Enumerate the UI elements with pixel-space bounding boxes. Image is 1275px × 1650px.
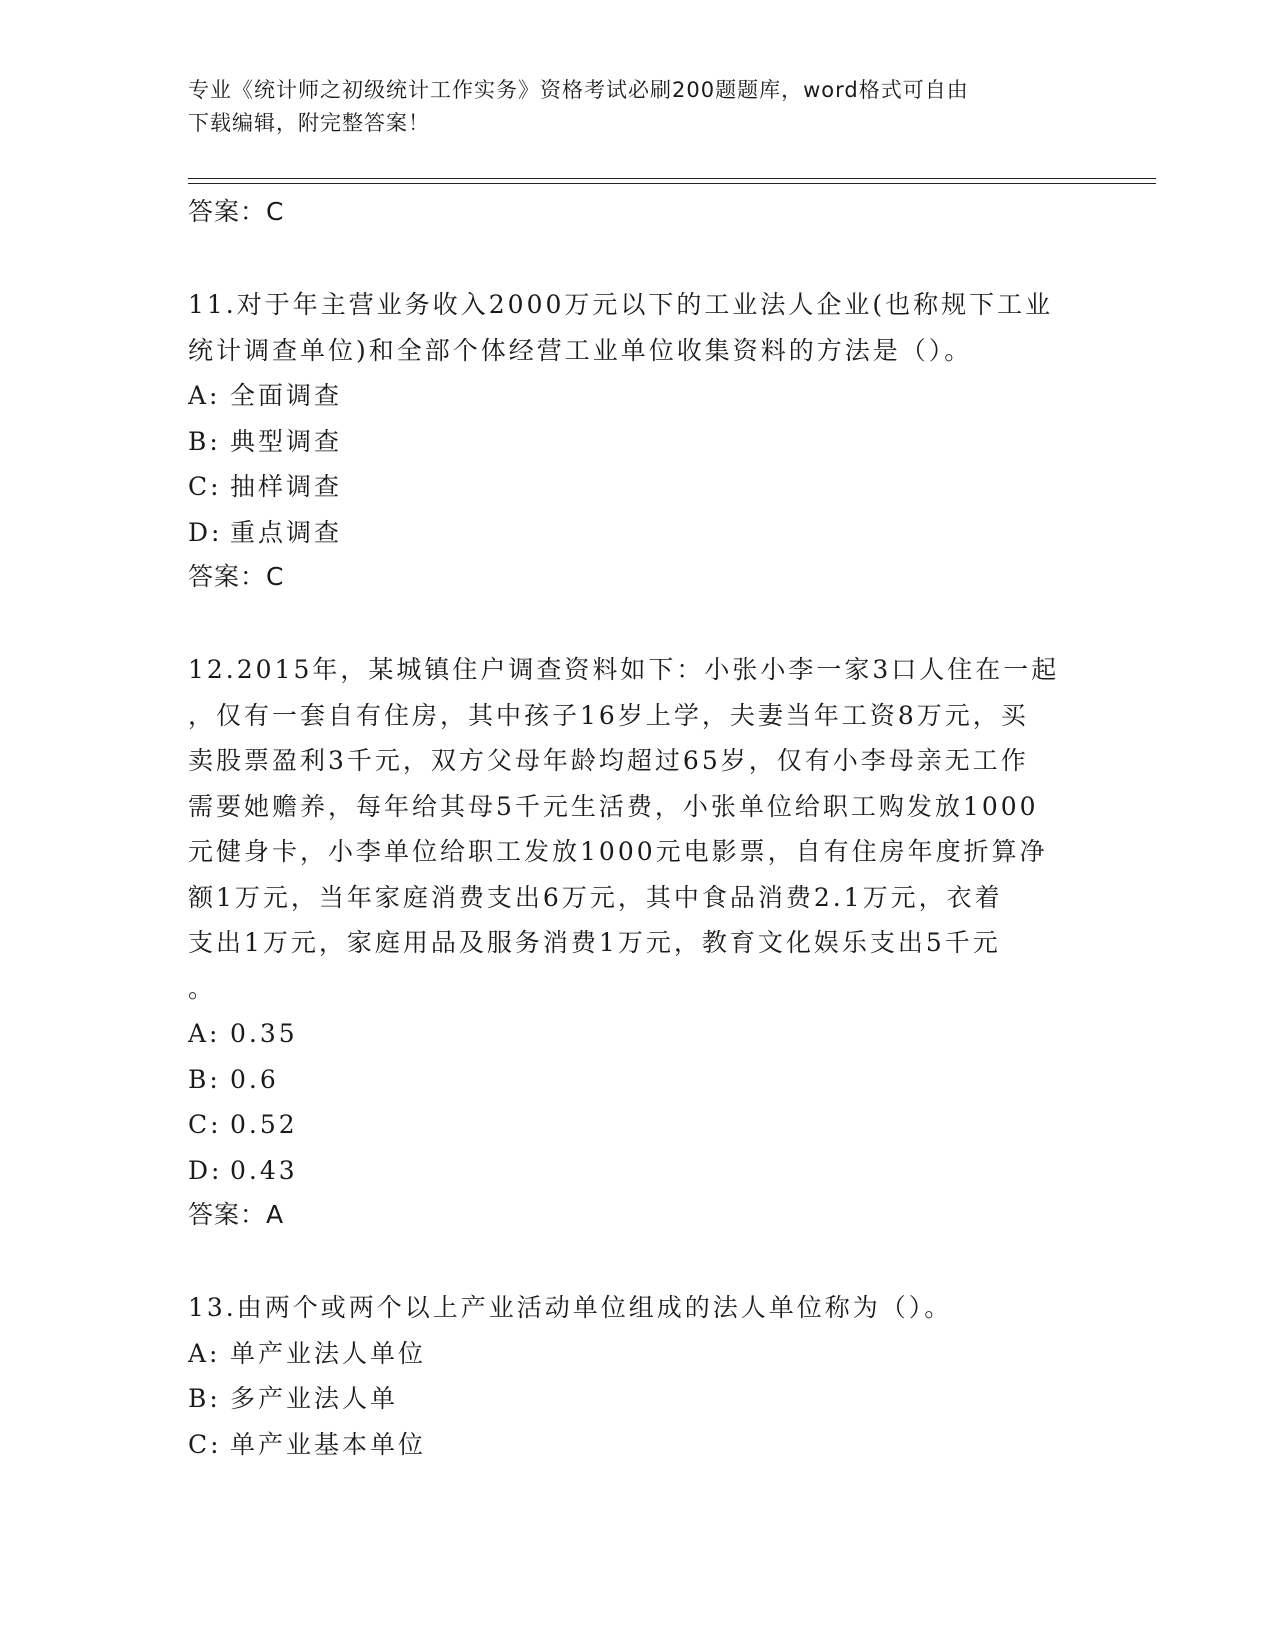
answer-line bbox=[188, 1193, 1088, 1237]
option-letter: C: bbox=[188, 1110, 222, 1139]
question-text bbox=[188, 282, 1088, 373]
option-text: 多产业法人单 bbox=[230, 1384, 399, 1413]
answer-value: C bbox=[266, 562, 285, 591]
option-a bbox=[188, 1331, 1088, 1377]
question-line: ，仅有一套自有住房，其中孩子16岁上学，夫妻当年工资8万元，买 bbox=[188, 700, 1029, 730]
option-letter: A: bbox=[188, 381, 221, 410]
question-text bbox=[188, 1285, 1088, 1331]
option-letter: A: bbox=[188, 1338, 221, 1368]
option-text: 0.52 bbox=[230, 1110, 298, 1139]
option-a bbox=[188, 1011, 1088, 1057]
question-13 bbox=[188, 1285, 1088, 1467]
option-text: 抽样调查 bbox=[230, 472, 343, 501]
question-12 bbox=[188, 647, 1088, 1237]
question-number: 11. bbox=[188, 290, 237, 319]
answer-value: C bbox=[266, 197, 285, 226]
document-header bbox=[188, 74, 1068, 140]
option-letter: B: bbox=[188, 426, 221, 456]
question-number: 13. bbox=[188, 1293, 237, 1322]
answer-value: A bbox=[266, 1200, 285, 1229]
spacer bbox=[188, 234, 1088, 282]
option-d bbox=[188, 510, 1088, 556]
question-content bbox=[188, 190, 1088, 1467]
question-line: 额1万元，当年家庭消费支出6万元，其中食品消费2.1万元，衣着 bbox=[188, 882, 1003, 912]
question-line: 11.对于年主营业务收入2000万元以下的工业法人企业(也称规下工业 bbox=[188, 290, 1054, 319]
option-letter: C: bbox=[188, 472, 222, 501]
option-b bbox=[188, 1376, 1088, 1422]
question-line: 12.2015年，某城镇住户调查资料如下：小张小李一家3口人住在一起 bbox=[188, 655, 1060, 684]
question-line: 统计调查单位)和全部个体经营工业单位收集资料的方法是（）。 bbox=[188, 335, 973, 365]
option-text: 0.43 bbox=[230, 1155, 298, 1185]
option-c bbox=[188, 1422, 1088, 1468]
option-letter: D: bbox=[188, 1155, 223, 1185]
header-line-1: 专业《统计师之初级统计工作实务》资格考试必刷200题题库，word格式可自由 bbox=[188, 78, 969, 102]
option-d bbox=[188, 1148, 1088, 1194]
question-line: 卖股票盈利3千元，双方父母年龄均超过65岁，仅有小李母亲无工作 bbox=[188, 746, 1029, 775]
answer-line bbox=[188, 555, 1088, 599]
answer-label: 答案： bbox=[188, 1200, 267, 1229]
answer-label: 答案： bbox=[188, 562, 267, 591]
question-line: 支出1万元，家庭用品及服务消费1万元，教育文化娱乐支出5千元 bbox=[188, 928, 1001, 957]
option-letter: A: bbox=[188, 1019, 221, 1048]
header-divider-top bbox=[188, 178, 1156, 179]
option-text: 全面调查 bbox=[230, 381, 343, 410]
question-line: 元健身卡，小李单位给职工发放1000元电影票，自有住房年度折算净 bbox=[188, 837, 1048, 866]
question-line: 。 bbox=[188, 973, 217, 1003]
option-text: 典型调查 bbox=[230, 426, 343, 456]
question-11 bbox=[188, 282, 1088, 599]
spacer bbox=[188, 599, 1088, 647]
option-text: 0.35 bbox=[230, 1019, 298, 1048]
header-divider-bottom bbox=[188, 183, 1156, 184]
option-text: 单产业基本单位 bbox=[230, 1429, 427, 1459]
answer-label: 答案： bbox=[188, 197, 267, 226]
option-b bbox=[188, 419, 1088, 465]
option-text: 0.6 bbox=[230, 1064, 279, 1094]
option-a bbox=[188, 373, 1088, 419]
option-text: 单产业法人单位 bbox=[230, 1338, 427, 1368]
header-line-2: 下载编辑，附完整答案！ bbox=[188, 111, 430, 135]
question-line: 需要她赡养，每年给其母5千元生活费，小张单位给职工购发放1000 bbox=[188, 791, 1039, 821]
option-letter: B: bbox=[188, 1384, 221, 1413]
question-text bbox=[188, 647, 1088, 1011]
option-letter: D: bbox=[188, 517, 223, 547]
question-number: 12. bbox=[188, 655, 237, 684]
option-b bbox=[188, 1057, 1088, 1103]
answer-line-prev bbox=[188, 190, 1088, 234]
option-c bbox=[188, 1102, 1088, 1148]
spacer bbox=[188, 1237, 1088, 1285]
option-text: 重点调查 bbox=[230, 517, 343, 547]
option-letter: B: bbox=[188, 1064, 221, 1094]
option-letter: C: bbox=[188, 1429, 222, 1459]
question-line: 13.由两个或两个以上产业活动单位组成的法人单位称为（）。 bbox=[188, 1293, 953, 1322]
option-c bbox=[188, 464, 1088, 510]
